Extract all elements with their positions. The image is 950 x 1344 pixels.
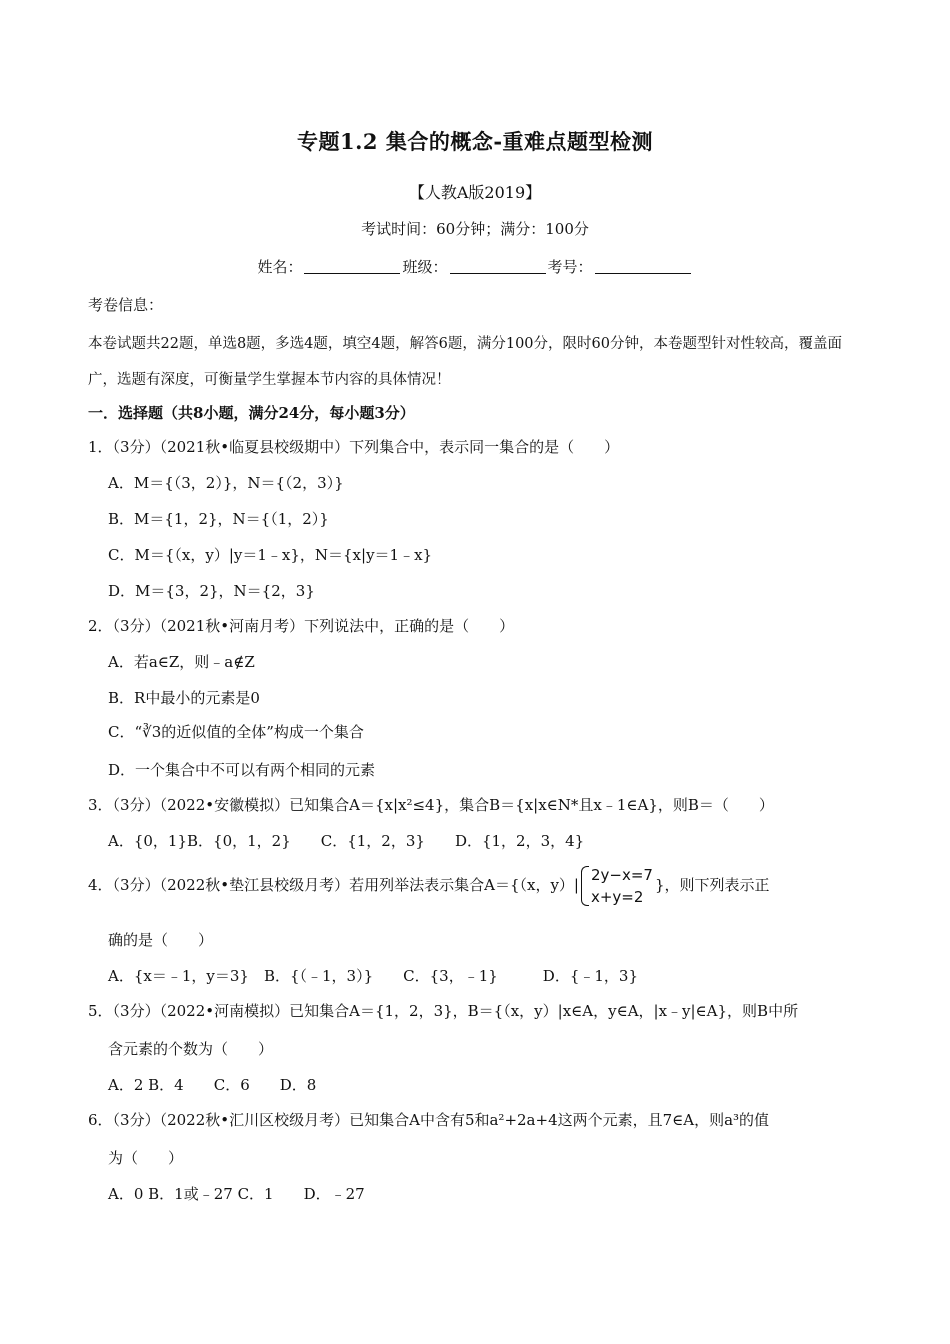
q4-eq2: x+y=2 [590,888,644,906]
q4-stem-post: }，则下列表示正 [654,876,770,894]
q1-option-b: B．M＝{1，2}，N＝{（1，2）} [108,510,329,528]
q3-options: A．{0，1}B．{0，1，2} C．{1，2，3} D．{1，2，3，4} [108,832,585,850]
q2-option-d: D．一个集合中不可以有两个相同的元素 [108,761,376,779]
q6-stem: 6．（3分）（2022秋•汇川区校级月考）已知集合A中含有5和a²+2a+4这两个元素，且7∈A，则a³的值 [88,1111,770,1129]
q2-option-b: B．R中最小的元素是0 [108,689,260,707]
q1-option-c: C．M＝{（x，y）|y＝1﹣x}，N＝{x|y＝1﹣x} [108,546,433,564]
q2-stem: 2．（3分）（2021秋•河南月考）下列说法中，正确的是（ ） [88,617,515,635]
name-blank[interactable] [304,257,400,274]
id-blank[interactable] [595,257,691,274]
q3-stem: 3．（3分）（2022•安徽模拟）已知集合A＝{x|x²≤4}，集合B＝{x|x∈N*且x﹣1∈A}，则B＝（ ） [88,796,774,814]
q5-stem-cont: 含元素的个数为（ ） [108,1040,274,1058]
intro-label: 考卷信息： [88,296,164,314]
q4-stem [88,864,770,908]
q6-stem-cont: 为（ ） [108,1149,184,1167]
page-title: 专题1.2 集合的概念-重难点题型检测 [296,129,654,154]
exam-time: 考试时间：60分钟；满分：100分 [361,220,589,238]
q5-stem: 5．（3分）（2022•河南模拟）已知集合A＝{1，2，3}，B＝{（x，y）|x∈A，y∈A，|x﹣y|∈A}，则B中所 [88,1002,799,1020]
edition-label: 【人教A版2019】 [408,183,542,202]
q4-stem-cont: 确的是（ ） [108,931,214,949]
q1-option-a: A．M＝{（3，2）}，N＝{（2，3）} [108,474,344,492]
q1-option-d: D．M＝{3，2}，N＝{2，3} [108,582,315,600]
id-label: 考号： [547,258,593,276]
q6-options: A．0 B．1或﹣27 C．1 D．﹣27 [108,1185,365,1203]
student-info-line [0,256,950,277]
intro-text: 本卷试题共22题，单选8题，多选4题，填空4题，解答6题，满分100分，限时60分钟，本卷题型针对性较高，覆盖面广，选题有深度，可衡量学生掌握本节内容的具体情况！ [88,336,842,388]
section-title: 一．选择题（共8小题，满分24分，每小题3分） [88,404,415,422]
q1-stem: 1．（3分）（2021秋•临夏县校级期中）下列集合中，表示同一集合的是（ ） [88,438,620,456]
brace-icon [581,866,589,906]
name-label: 姓名： [257,258,303,276]
q4-options: A．{x＝﹣1，y＝3} B．{（﹣1，3）} C．{3，﹣1} D．{﹣1，3} [108,967,638,985]
q4-equation-system [581,864,653,908]
q2-option-c: C．“∛3的近似值的全体”构成一个集合 [108,723,364,741]
q4-eq1: 2y−x=7 [590,866,653,884]
q2-option-a: A．若a∈Z，则﹣a∉Z [108,653,255,671]
class-label: 班级： [402,258,448,276]
q5-options: A．2 B．4 C．6 D．8 [108,1076,317,1094]
class-blank[interactable] [450,257,546,274]
q4-stem-pre: 4．（3分）（2022秋•垫江县校级月考）若用列举法表示集合A＝{（x，y）| [88,876,579,894]
